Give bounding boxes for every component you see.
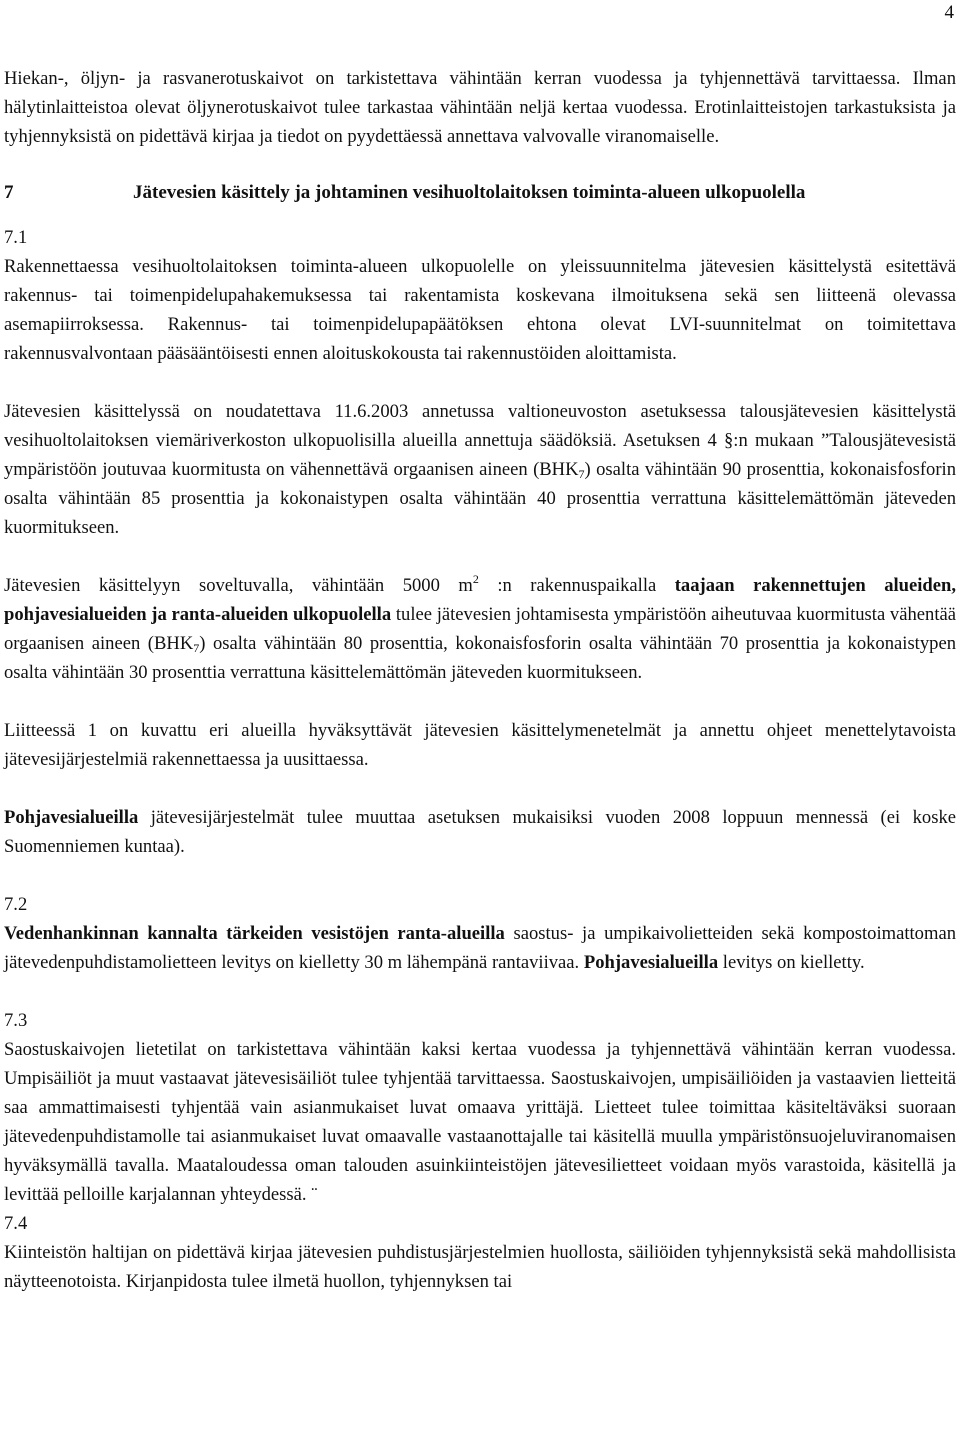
paragraph-7-1-treatment: Jätevesien käsittelyyn soveltuvalla, vähintään 5000 $m^2$ :n rakennuspaikalla taajaan rakennettujen alueiden, pohjavesialueiden ja ranta-alueiden ulkopuolella tulee jätevesien johtamisesta ympäristöön aiheutuvaa kuormitusta vähentää orgaanisen aineen $(BHK_7)$ osalta vähintään 80 prosenttia, kokonaisfosforin osalta vähintään 70 prosenttia ja kokonaistypen osalta vähintään 30 prosenttia verrattuna käsittelemättömän jäteveden kuormitukseen. bbox=[4, 572, 957, 683]
subsection-number-7-1: 7.1 bbox=[4, 227, 28, 248]
subsection-number-7-2: 7.2 bbox=[4, 894, 28, 915]
subsection-number-7-4: 7.4 bbox=[4, 1213, 28, 1234]
paragraph-7-2: Vedenhankinnan kannalta tärkeiden vesistöjen ranta-alueilla saostus- ja umpikaivolietteiden sekä kompostoimattoman jätevedenpuhdistamolietteen levitys on kielletty 30 m lähempänä rantaviivaa. Pohjavesialueilla levitys on kielletty. bbox=[4, 923, 956, 973]
document-body bbox=[4, 64, 956, 1296]
paragraph-7-1-groundwater: Pohjavesialueilla jätevesijärjestelmät tulee muuttaa asetuksen mukaisiksi vuoden 2008 loppuun mennessä (ei koske Suomenniemen kuntaa). bbox=[4, 807, 956, 857]
paragraph-7-4: Kiinteistön haltijan on pidettävä kirjaa jätevesien puhdistusjärjestelmien huollosta, säiliöiden tyhjennyksistä sekä mahdollisista näytteenotoista. Kirjanpidosta tulee ilmetä huollon, tyhjennyksen tai bbox=[4, 1242, 956, 1292]
section-heading bbox=[4, 178, 956, 207]
intro-paragraph: Hiekan-, öljyn- ja rasvanerotuskaivot on tarkistettava vähintään kerran vuodessa ja tyhjennettävä tarvittaessa. Ilman hälytinlaitteistoa olevat öljynerotuskaivot tulee tarkastaa vähintään neljä kertaa vuodessa. Erotinlaitteistojen tarkastuksista ja tyhjennyksistä on pidettävä kirjaa ja tiedot on pyydettäessä annettava valvovalle viranomaiselle. bbox=[4, 68, 956, 147]
subsection-number-7-3: 7.3 bbox=[4, 1010, 28, 1031]
section-number: 7 bbox=[4, 182, 14, 203]
paragraph-7-1-appendix: Liitteessä 1 on kuvattu eri alueilla hyväksyttävät jätevesien käsittelymenetelmät ja annettu ohjeet menettelytavoista jätevesijärjestelmiä rakennettaessa ja uusittaessa. bbox=[4, 720, 956, 770]
section-title: Jätevesien käsittely ja johtaminen vesihuoltolaitoksen toiminta-alueen ulkopuolella bbox=[133, 182, 806, 203]
paragraph-7-1-permit: Rakennettaessa vesihuoltolaitoksen toiminta-alueen ulkopuolelle on yleissuunnitelma jätevesien käsittelystä esitettävä rakennus- tai toimenpidelupahakemuksessa tai rakentamista koskevana ilmoituksena sekä sen liitteenä olevassa asemapiirroksessa. Rakennus- tai toimenpidelupapäätöksen ehtona olevat LVI-suunnitelmat on toimitettava rakennusvalvontaan pääsääntöisesti ennen aloituskokousta tai rakennustöiden aloittamista. bbox=[4, 256, 956, 364]
page-number: 4 bbox=[944, 2, 954, 23]
paragraph-7-1-decree: Jätevesien käsittelyssä on noudatettava 11.6.2003 annetussa valtioneuvoston asetuksessa talousjätevesien käsittelystä vesihuoltolaitoksen viemäriverkoston ulkopuolisilla alueilla annettuja säädöksiä. Asetuksen 4 §:n mukaan ”Talousjätevesistä ympäristöön joutuvaa kuormitusta on vähennettävä orgaanisen aineen $(BHK_7)$ osalta vähintään 90 prosenttia, kokonaisfosforin osalta vähintään 85 prosenttia ja kokonaistypen osalta vähintään 40 prosenttia verrattuna käsittelemättömän jäteveden kuormitukseen. bbox=[4, 401, 956, 538]
paragraph-7-3: Saostuskaivojen lietetilat on tarkistettava vähintään kaksi kertaa vuodessa ja tyhjennettävä vähintään kerran vuodessa. Umpisäiliöt ja muut vastaavat jätevesisäiliöt tulee tyhjentää tarvittaessa. Saostuskaivojen, umpisäiliöiden ja vastaavien lietteitä saa ammattimaisesti tyhjentää vain asianmukaiset luvat omaava yrittäjä. Lietteet tulee toimittaa käsiteltäväksi suoraan jätevedenpuhdistamolle tai asianmukaiset luvat omaavalle vastaanottajalle tai käsitellä muulla ympäristönsuojeluviranomaisen hyväksymällä tavalla. Maataloudessa oman talouden asuinkiinteistöjen jätevesilietteet voidaan myös varastoida, käsitellä ja levittää pelloille karjalannan yhteydessä. ¨ bbox=[4, 1039, 956, 1205]
